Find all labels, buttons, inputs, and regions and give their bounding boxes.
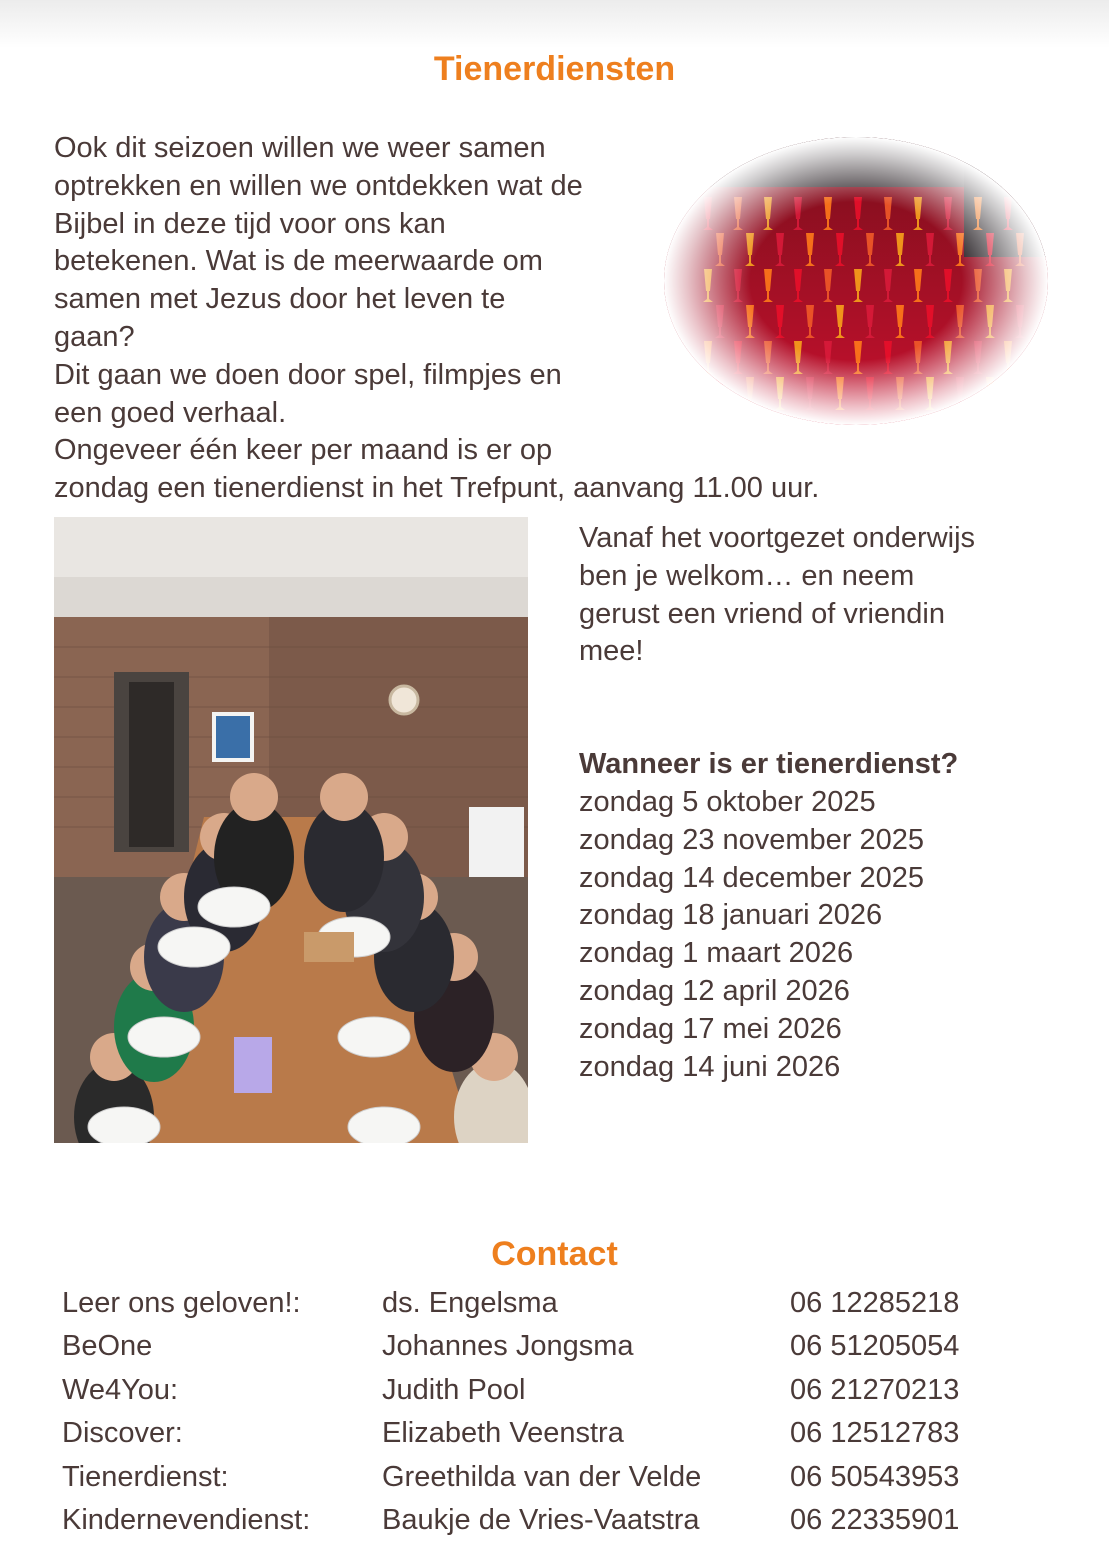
- intro-line: samen met Jezus door het leven te: [54, 283, 506, 316]
- contact-row: [62, 1282, 1022, 1325]
- intro-line: Dit gaan we doen door spel, filmpjes en: [54, 358, 562, 391]
- person-head: [320, 773, 368, 821]
- plate-shape: [88, 1107, 160, 1143]
- contact-group: Tienerdienst:: [62, 1460, 229, 1493]
- contact-phone: 06 12285218: [790, 1287, 960, 1319]
- contact-group: BeOne: [62, 1330, 153, 1363]
- welcome-line: ben je welkom… en neem: [579, 559, 915, 592]
- intro-line: gaan?: [54, 320, 135, 353]
- intro-line: zondag een tienerdienst in het Trefpunt, aanvang 11.00 uur.: [54, 472, 820, 505]
- intro-line: Ook dit seizoen willen we weer samen: [54, 132, 546, 164]
- contact-phone: 06 22335901: [790, 1504, 960, 1537]
- contact-group: Kindernevendienst:: [62, 1504, 311, 1537]
- contact-group: Discover:: [62, 1417, 183, 1450]
- contact-row: [62, 1499, 1022, 1542]
- contact-table: [62, 1282, 1022, 1542]
- contact-row: [62, 1456, 1022, 1499]
- contact-phone: 06 21270213: [790, 1373, 960, 1406]
- schedule-date: zondag 12 april 2026: [579, 974, 850, 1007]
- schedule-date: zondag 17 mei 2026: [579, 1012, 842, 1045]
- contact-title: Contact: [491, 1235, 618, 1273]
- contact-group: Leer ons geloven!:: [62, 1287, 301, 1319]
- schedule-date: zondag 5 oktober 2025: [579, 785, 876, 818]
- contact-name: Judith Pool: [382, 1373, 526, 1406]
- drinks-illustration: [664, 137, 1048, 425]
- contact-row: [62, 1369, 1022, 1412]
- contact-phone: 06 12512783: [790, 1417, 960, 1450]
- welcome-and-schedule: [579, 520, 1079, 1086]
- contact-name: Baukje de Vries-Vaatstra: [382, 1504, 700, 1537]
- contact-name: Johannes Jongsma: [382, 1330, 634, 1363]
- teen-lunch-photo: [54, 517, 528, 1143]
- person-head: [230, 773, 278, 821]
- drinks-photo: [664, 137, 1048, 425]
- intro-line: Ongeveer één keer per maand is er op: [54, 434, 553, 467]
- welcome-line: Vanaf het voortgezet onderwijs: [579, 522, 976, 554]
- contact-name: Elizabeth Veenstra: [382, 1417, 624, 1450]
- teen-lunch-illustration: [54, 517, 528, 1143]
- contact-group: We4You:: [62, 1373, 179, 1406]
- contact-name: Greethilda van der Velde: [382, 1460, 702, 1493]
- contact-phone: 06 50543953: [790, 1460, 960, 1493]
- glass-shape: [1015, 377, 1025, 410]
- contact-row: [62, 1412, 1022, 1455]
- schedule-date: zondag 14 juni 2026: [579, 1050, 841, 1083]
- plate-shape: [198, 887, 270, 927]
- plate-shape: [128, 1017, 200, 1057]
- page-title: Tienerdiensten: [433, 50, 676, 88]
- schedule-title: Wanneer is er tienerdienst?: [579, 748, 959, 781]
- schedule-date: zondag 18 januari 2026: [579, 899, 883, 932]
- contact-name: ds. Engelsma: [382, 1287, 558, 1319]
- intro-line: Bijbel in deze tijd voor ons kan: [54, 207, 446, 240]
- plate-shape: [158, 927, 230, 967]
- schedule-date: zondag 23 november 2025: [579, 823, 925, 856]
- schedule-date: zondag 14 december 2025: [579, 861, 925, 894]
- plate-shape: [338, 1017, 410, 1057]
- plate-shape: [348, 1107, 420, 1143]
- contact-phone: 06 51205054: [790, 1330, 960, 1363]
- intro-line: optrekken en willen we ontdekken wat de: [54, 169, 583, 202]
- welcome-line: gerust een vriend of vriendin: [579, 597, 945, 630]
- intro-line: betekenen. Wat is de meerwaarde om: [54, 245, 543, 278]
- contact-row: [62, 1325, 1022, 1368]
- intro-line: een goed verhaal.: [54, 396, 287, 429]
- welcome-line: mee!: [579, 635, 644, 668]
- page-top-fade: [0, 0, 1109, 48]
- schedule-date: zondag 1 maart 2026: [579, 937, 854, 970]
